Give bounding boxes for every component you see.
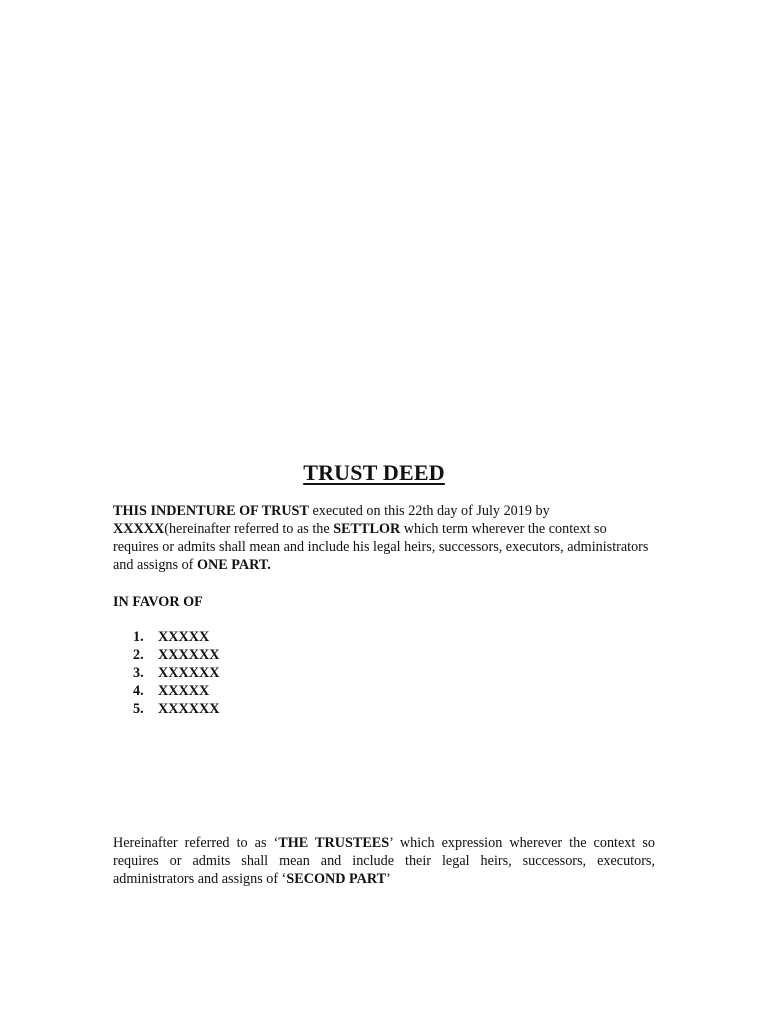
list-item — [133, 700, 219, 718]
trustees-text-3: ’ — [386, 871, 391, 887]
list-item — [133, 646, 219, 664]
second-part-term: SECOND PART — [286, 871, 387, 887]
list-number: 4. — [133, 683, 144, 699]
beneficiary-name: XXXXXX — [158, 701, 220, 717]
indenture-paragraph — [113, 502, 655, 574]
one-part-term: ONE PART. — [196, 557, 271, 573]
beneficiary-list — [133, 628, 219, 718]
list-item — [133, 682, 219, 700]
indenture-lead: THIS INDENTURE OF TRUST — [113, 503, 309, 519]
beneficiary-name: XXXXXX — [158, 647, 220, 663]
trustees-paragraph — [113, 834, 655, 888]
list-number: 1. — [133, 629, 144, 645]
list-number: 2. — [133, 647, 144, 663]
settlor-term: SETTLOR — [333, 521, 401, 537]
indenture-text-3: which term wherever the context so requires or admits shall mean and include his legal heirs, successors, executors, administrators and assigns of — [113, 521, 649, 573]
list-number: 5. — [133, 701, 144, 717]
list-number: 3. — [133, 665, 144, 681]
beneficiary-name: XXXXXX — [158, 665, 220, 681]
trustees-term: THE TRUSTEES — [278, 835, 390, 851]
in-favor-of-heading: IN FAVOR OF — [113, 594, 203, 610]
settlor-name: XXXXX — [113, 521, 165, 537]
trustees-text-1: Hereinafter referred to as ‘ — [113, 835, 279, 851]
beneficiary-name: XXXXX — [158, 629, 210, 645]
document-title: TRUST DEED — [303, 460, 445, 485]
beneficiary-name: XXXXX — [158, 683, 210, 699]
indenture-text-1: executed on this 22th day of July 2019 by — [308, 503, 550, 519]
list-item — [133, 628, 219, 646]
list-item — [133, 664, 219, 682]
indenture-text-2: (hereinafter referred to as the — [164, 521, 334, 537]
trustees-text-2: ’ which expression wherever the context so requires or admits shall mean and include their legal heirs, successors, executors, administrators and assigns of ‘ — [113, 835, 655, 887]
